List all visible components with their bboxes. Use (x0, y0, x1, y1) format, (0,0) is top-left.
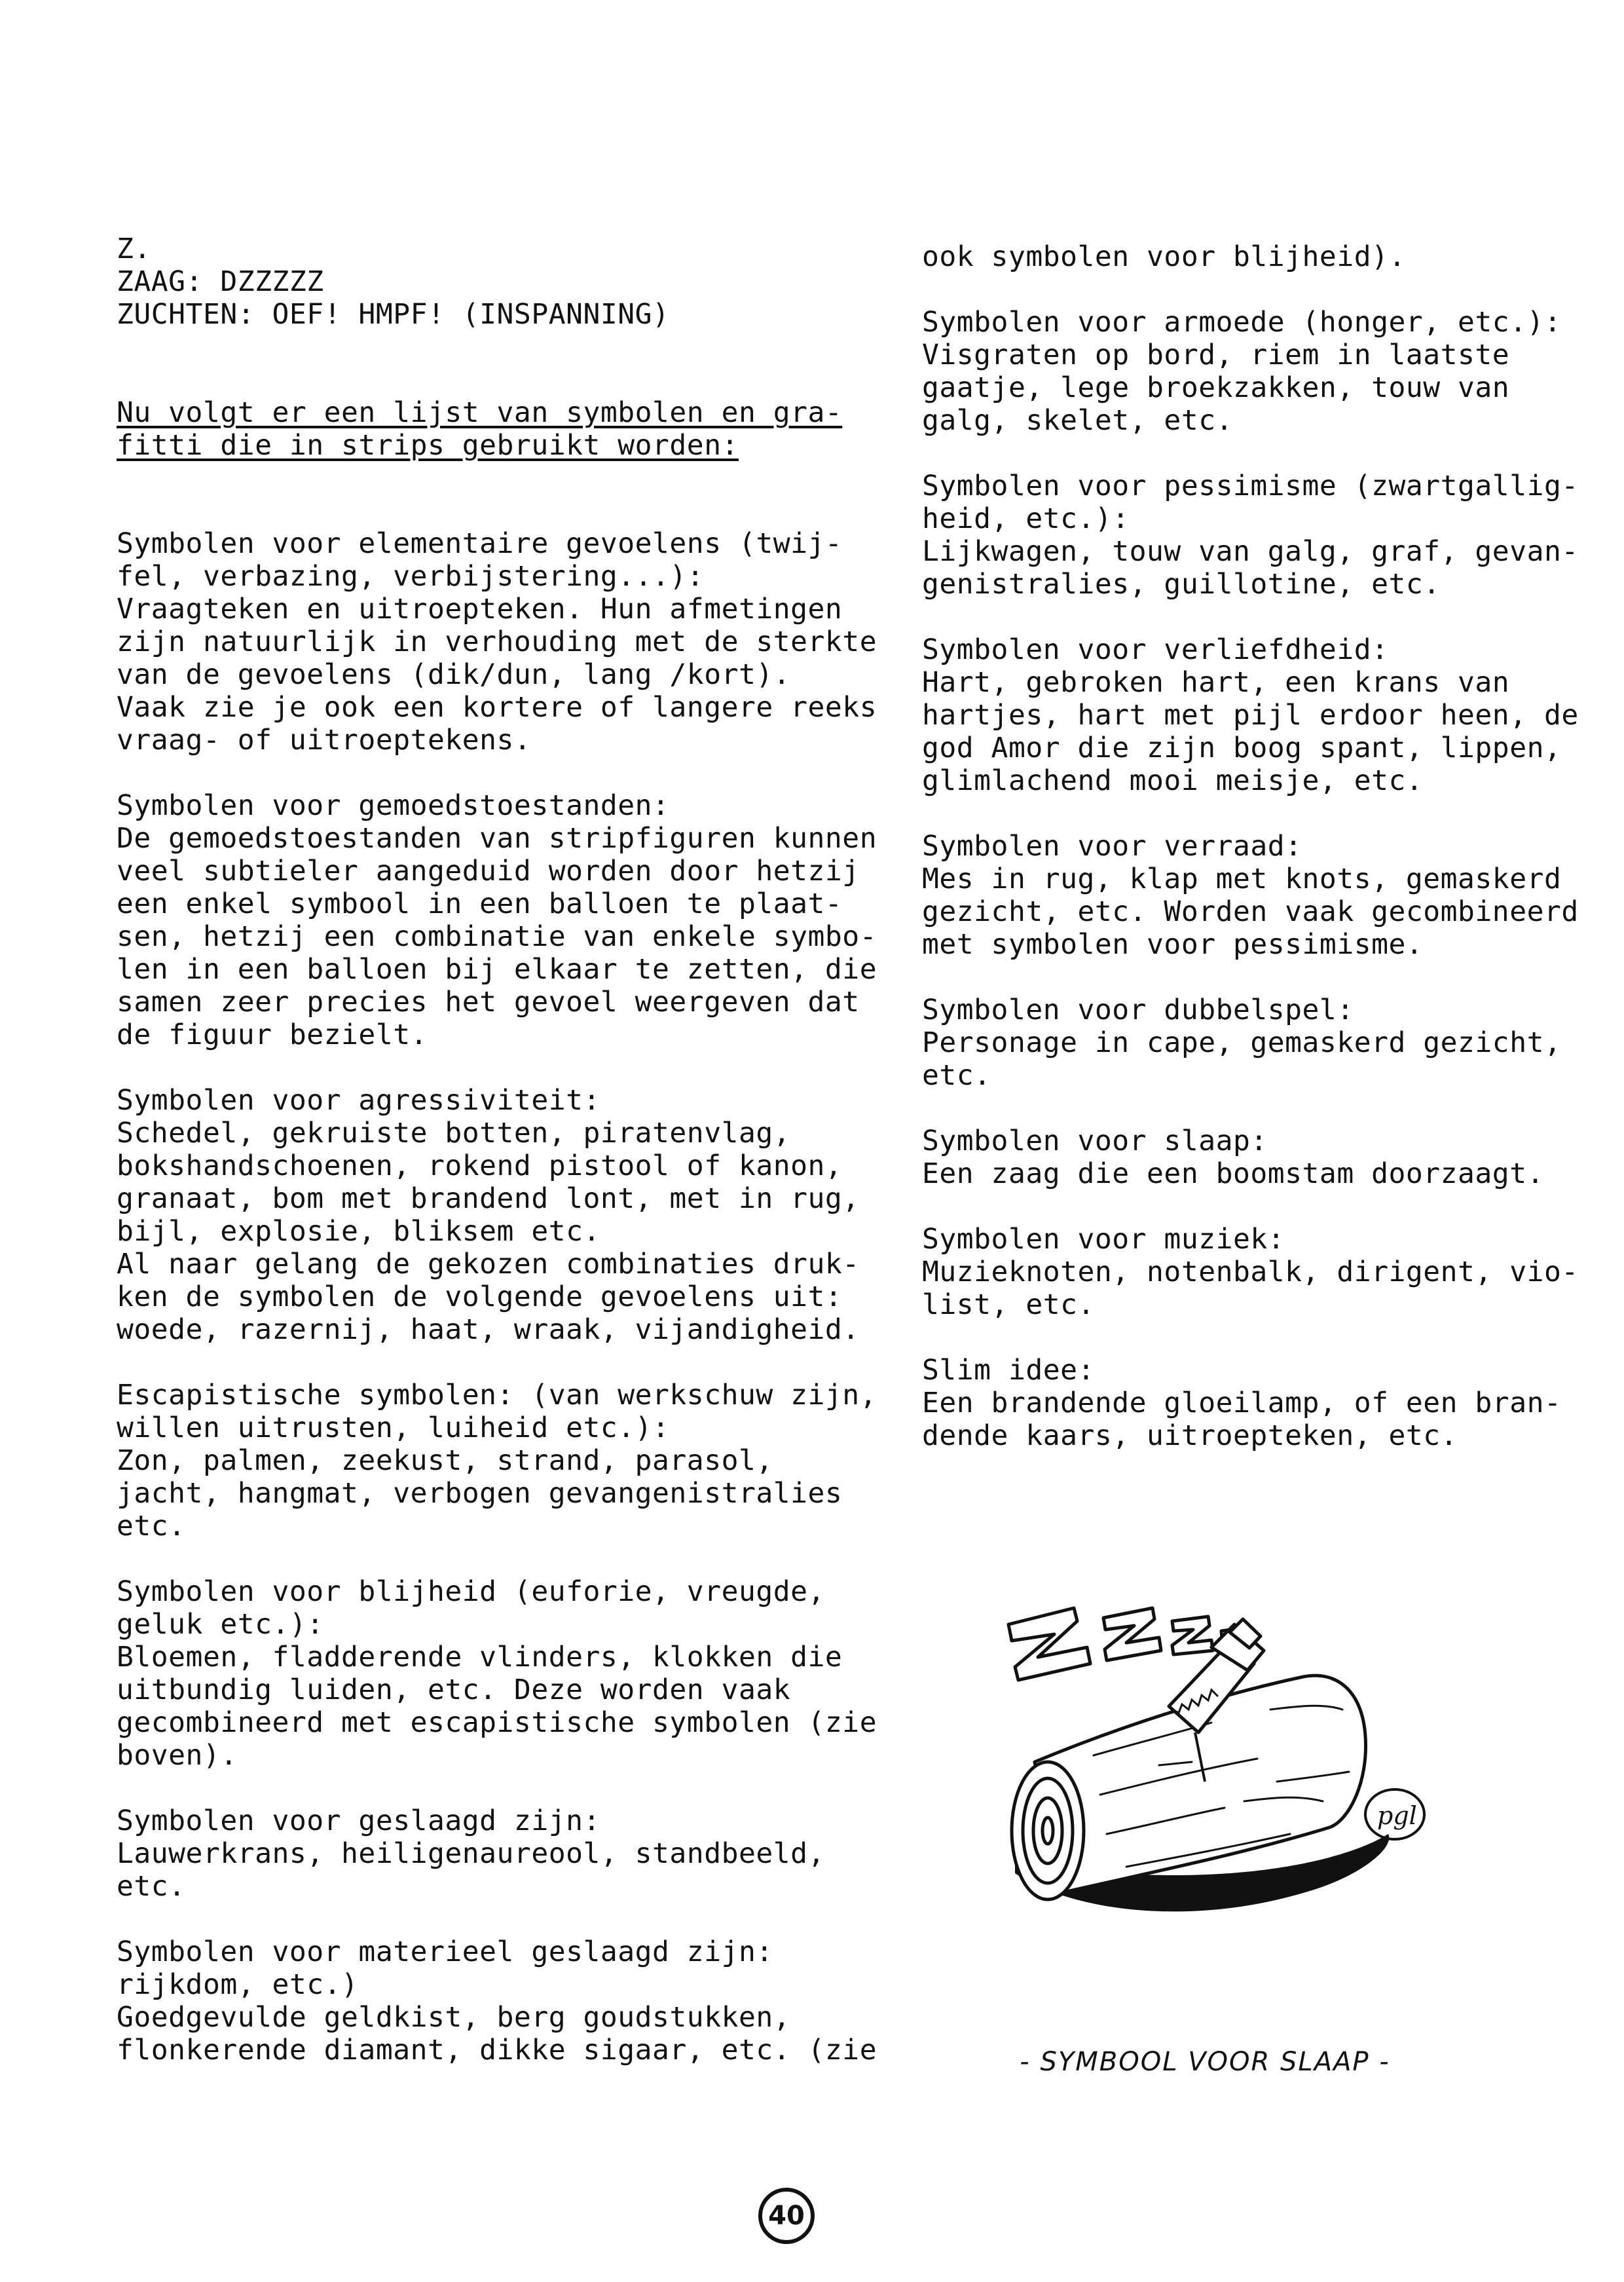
section-line: Symbolen voor pessimisme (zwartgallig- (922, 470, 1579, 502)
section-line: Symbolen voor dubbelspel: (922, 994, 1354, 1026)
section-line: Lijkwagen, touw van galg, graf, gevan- (922, 535, 1579, 568)
section-line: jacht, hangmat, verbogen gevangenistralies (117, 1477, 843, 1510)
section-line: ken de symbolen de volgende gevoelens uit: (117, 1281, 843, 1313)
section-armoede (922, 306, 1562, 437)
section-line: Escapistische symbolen: (van werkschuw zijn, (117, 1379, 877, 1412)
section-verraad (922, 830, 1579, 961)
section-line: boven). (117, 1739, 238, 1772)
section-gemoedstoestanden (117, 789, 877, 1051)
section-verliefdheid (922, 633, 1579, 797)
section-line: etc. (117, 1510, 186, 1543)
list-heading-line: fitti die in strips gebruikt worden: (117, 429, 739, 462)
illustration-caption: - SYMBOOL VOOR SLAAP - (1020, 2047, 1390, 2077)
sleep-illustration (995, 1585, 1454, 2017)
section-line: gezicht, etc. Worden vaak gecombineerd (922, 895, 1579, 928)
section-line: etc. (117, 1870, 186, 1903)
list-heading-line: Nu volgt er een lijst van symbolen en gra- (117, 396, 843, 429)
section-line: Personage in cape, gemaskerd gezicht, (922, 1026, 1562, 1059)
intro-line: ZUCHTEN: OEF! HMPF! (INSPANNING) (117, 298, 670, 331)
section-line: Slim idee: (922, 1354, 1095, 1387)
section-line: Schedel, gekruiste botten, piratenvlag, (117, 1117, 791, 1150)
section-line: Mes in rug, klap met knots, gemaskerd (922, 863, 1562, 895)
section-line: Al naar gelang de gekozen combinaties druk- (117, 1248, 860, 1281)
left-column (117, 233, 877, 2067)
section-materieel-geslaagd (117, 1936, 877, 2067)
section-line: Bloemen, fladderende vlinders, klokken die (117, 1641, 843, 1674)
section-line: galg, skelet, etc. (922, 404, 1233, 437)
section-line: Symbolen voor gemoedstoestanden: (117, 789, 670, 822)
section-line: een enkel symbool in een balloen te plaat- (117, 888, 843, 920)
list-heading (117, 396, 843, 462)
section-muziek (922, 1223, 1579, 1321)
section-line: Symbolen voor blijheid (euforie, vreugde, (117, 1575, 825, 1608)
section-line: Symbolen voor elementaire gevoelens (twij- (117, 527, 843, 560)
section-line: Een brandende gloeilamp, of een bran- (922, 1387, 1562, 1419)
section-line: Symbolen voor verraad: (922, 830, 1302, 863)
section-line: Vraagteken en uitroepteken. Hun afmetingen (117, 593, 843, 626)
section-line: Visgraten op bord, riem in laatste (922, 339, 1510, 371)
section-line: van de gevoelens (dik/dun, lang /kort). (117, 658, 791, 691)
intro-line: ZAAG: DZZZZZ (117, 265, 324, 298)
section-geslaagd-zijn (117, 1805, 830, 1903)
section-continuation (922, 240, 1551, 273)
section-line: Symbolen voor agressiviteit: (117, 1084, 600, 1117)
section-line: flonkerende diamant, dikke sigaar, etc. (zie (117, 2034, 877, 2067)
section-line: bijl, explosie, bliksem etc. (117, 1215, 600, 1248)
section-line: Lauwerkrans, heiligenaureool, standbeeld, (117, 1837, 825, 1870)
section-line: vraag- of uitroeptekens. (117, 724, 532, 757)
section-line: met symbolen voor pessimisme. (922, 928, 1424, 961)
section-line: Symbolen voor geslaagd zijn: (117, 1805, 600, 1837)
section-line: genistralies, guillotine, etc. (922, 568, 1441, 601)
section-line: zijn natuurlijk in verhouding met de sterkte (117, 626, 877, 658)
section-dubbelspel (922, 994, 1562, 1092)
section-blijheid (117, 1575, 877, 1772)
intro-block (117, 233, 830, 331)
section-line: sen, hetzij een combinatie van enkele symbo- (117, 920, 877, 953)
right-column (922, 240, 1579, 1452)
section-line: len in een balloen bij elkaar te zetten, die (117, 953, 877, 986)
section-line: Muzieknoten, notenbalk, dirigent, vio- (922, 1256, 1579, 1288)
artist-signature (1365, 1789, 1424, 1839)
section-line: Symbolen voor materieel geslaagd zijn: (117, 1936, 773, 1968)
section-line: de figuur bezielt. (117, 1019, 428, 1051)
section-slim-idee (922, 1354, 1562, 1452)
section-line: fel, verbazing, verbijstering...): (117, 560, 705, 593)
section-line: Vaak zie je ook een kortere of langere reeks (117, 691, 877, 724)
section-line: Een zaag die een boomstam doorzaagt. (922, 1157, 1544, 1190)
intro-line: Z. (117, 233, 151, 265)
section-line: dende kaars, uitroepteken, etc. (922, 1419, 1458, 1452)
section-line: Symbolen voor muziek: (922, 1223, 1285, 1256)
section-line: veel subtieler aangeduid worden door hetzij (117, 855, 860, 888)
section-line: De gemoedstoestanden van stripfiguren kunnen (117, 822, 877, 855)
section-line: Hart, gebroken hart, een krans van (922, 666, 1510, 699)
section-line: Goedgevulde geldkist, berg goudstukken, (117, 2001, 791, 2034)
section-line: glimlachend mooi meisje, etc. (922, 764, 1424, 797)
section-slaap (922, 1125, 1551, 1190)
section-pessimisme (922, 470, 1579, 601)
section-line: list, etc. (922, 1288, 1095, 1321)
svg-text:pgl: pgl (1377, 1801, 1417, 1830)
section-line: uitbundig luiden, etc. Deze worden vaak (117, 1674, 791, 1706)
section-line: heid, etc.): (922, 502, 1130, 535)
page-number: 40 (758, 2188, 815, 2244)
section-line: rijkdom, etc.) (117, 1968, 359, 2001)
section-line: bokshandschoenen, rokend pistool of kanon, (117, 1150, 843, 1182)
section-escapistische-symbolen (117, 1379, 877, 1543)
section-line: hartjes, hart met pijl erdoor heen, de (922, 699, 1579, 732)
section-line: ook symbolen voor blijheid). (922, 240, 1406, 273)
section-line: Symbolen voor armoede (honger, etc.): (922, 306, 1562, 339)
section-line: Symbolen voor verliefdheid: (922, 633, 1389, 666)
section-line: willen uitrusten, luiheid etc.): (117, 1412, 670, 1444)
section-elementaire-gevoelens (117, 527, 877, 757)
section-line: geluk etc.): (117, 1608, 324, 1641)
section-line: gaatje, lege broekzakken, touw van (922, 371, 1510, 404)
section-line: woede, razernij, haat, wraak, vijandigheid. (117, 1313, 860, 1346)
section-line: god Amor die zijn boog spant, lippen, (922, 732, 1562, 764)
section-line: samen zeer precies het gevoel weergeven dat (117, 986, 860, 1019)
section-line: gecombineerd met escapistische symbolen (zie (117, 1706, 877, 1739)
section-line: Zon, palmen, zeekust, strand, parasol, (117, 1444, 773, 1477)
section-line: granaat, bom met brandend lont, met in rug, (117, 1182, 860, 1215)
section-line: Symbolen voor slaap: (922, 1125, 1268, 1157)
log-saw-drawing (995, 1585, 1454, 2017)
section-agressiviteit (117, 1084, 860, 1346)
section-line: etc. (922, 1059, 991, 1092)
